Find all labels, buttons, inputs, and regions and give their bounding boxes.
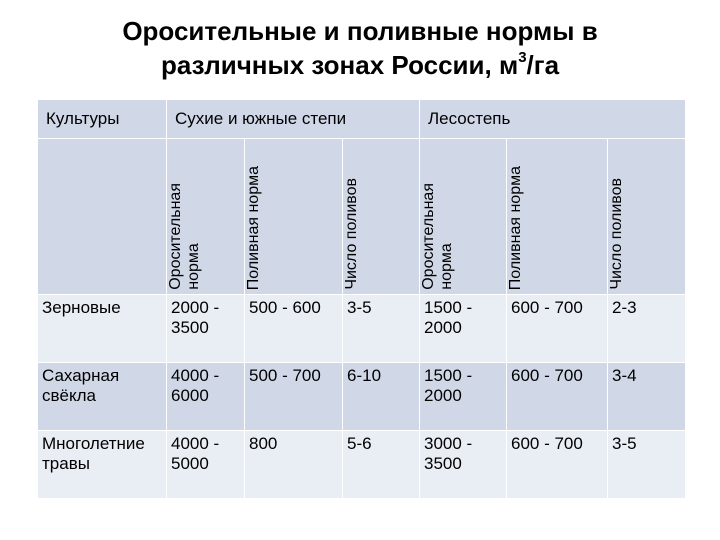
table-row xyxy=(38,431,686,499)
cell-forest-count: 2-3 xyxy=(612,298,637,317)
cell-forest-irrigation: 1500 - 2000 xyxy=(424,366,473,405)
table-row xyxy=(38,363,686,431)
cell-forest-count: 3-4 xyxy=(612,366,637,385)
header-dry-watering-count xyxy=(343,139,420,295)
header-dry-watering-norm-label: Поливная норма xyxy=(245,165,262,290)
header-dry-watering-norm xyxy=(245,139,343,295)
cell-dry-count: 3-5 xyxy=(347,298,372,317)
header-forest-watering-count xyxy=(608,139,686,295)
header-forest-watering-norm-label: Поливная норма xyxy=(507,165,524,290)
title-superscript: 3 xyxy=(518,49,527,67)
cell-crop: Многолетние травы xyxy=(42,434,145,473)
cell-forest-irrigation: 3000 - 3500 xyxy=(424,434,473,473)
cell-dry-irrigation: 4000 - 6000 xyxy=(171,366,220,405)
slide-title xyxy=(0,14,720,82)
cell-dry-irrigation: 4000 - 5000 xyxy=(171,434,220,473)
cell-forest-watering: 600 - 700 xyxy=(511,366,583,385)
header-forest-steppe xyxy=(420,100,686,139)
cell-crop: Сахарная свёкла xyxy=(42,366,120,405)
header-empty-cell xyxy=(38,139,167,295)
header-forest-irrigation-norm-label: Оросительная норма xyxy=(420,183,455,290)
header-forest-steppe-label: Лесостепь xyxy=(428,109,511,128)
cell-forest-watering: 600 - 700 xyxy=(511,298,583,317)
header-forest-watering-count-label: Число поливов xyxy=(608,178,625,290)
header-dry-steppes-label: Сухие и южные степи xyxy=(175,109,347,128)
title-line-2-text: различных зонах России, м xyxy=(160,50,519,80)
header-dry-steppes xyxy=(167,100,420,139)
header-dry-irrigation-norm xyxy=(167,139,245,295)
cell-crop: Зерновые xyxy=(42,298,121,317)
header-crops-label: Культуры xyxy=(46,109,120,128)
cell-dry-count: 5-6 xyxy=(347,434,372,453)
irrigation-norms-table xyxy=(37,99,686,499)
cell-forest-watering: 600 - 700 xyxy=(511,434,583,453)
cell-dry-count: 6-10 xyxy=(347,366,382,385)
cell-dry-watering: 500 - 600 xyxy=(249,298,321,317)
title-line-2 xyxy=(0,48,720,82)
header-forest-watering-norm xyxy=(507,139,608,295)
cell-dry-irrigation: 2000 - 3500 xyxy=(171,298,220,337)
header-crops xyxy=(38,100,167,139)
header-row-groups xyxy=(38,100,686,139)
header-dry-watering-count-label: Число поливов xyxy=(343,178,360,290)
cell-forest-irrigation: 1500 - 2000 xyxy=(424,298,473,337)
cell-forest-count: 3-5 xyxy=(612,434,637,453)
header-row-subcolumns xyxy=(38,139,686,295)
header-dry-irrigation-norm-label: Оросительная норма xyxy=(167,183,202,290)
cell-dry-watering: 800 xyxy=(249,434,278,453)
title-line-1: Оросительные и поливные нормы в xyxy=(122,16,598,46)
table-row xyxy=(38,295,686,363)
title-unit-suffix: /га xyxy=(526,50,560,80)
cell-dry-watering: 500 - 700 xyxy=(249,366,321,385)
header-forest-irrigation-norm xyxy=(420,139,507,295)
